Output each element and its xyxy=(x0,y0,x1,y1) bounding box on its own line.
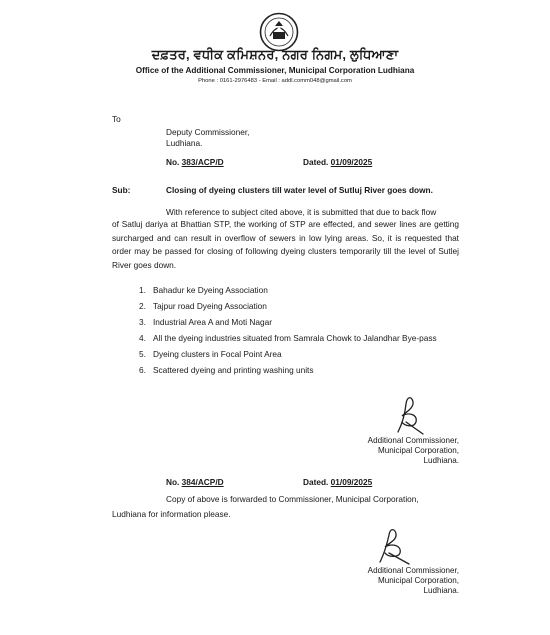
list-item: 5. Dyeing clusters in Focal Point Area xyxy=(139,349,282,359)
list-item: 3. Industrial Area A and Moti Nagar xyxy=(139,317,272,327)
recipient-line: Ludhiana. xyxy=(166,138,203,148)
endorsement-date: Dated. 01/09/2025 xyxy=(303,477,373,487)
subject-label: Sub: xyxy=(112,185,131,195)
signature-mark xyxy=(374,524,412,566)
endorsement-signatory-block xyxy=(368,566,459,597)
body-first-line: With reference to subject cited above, it is submitted that due to back flow xyxy=(166,207,437,217)
list-item: 1. Bahadur ke Dyeing Association xyxy=(139,285,268,295)
reference-number: No. 383/ACP/D xyxy=(166,157,224,167)
signatory-line: Ludhiana. xyxy=(423,456,459,466)
subject-text: Closing of dyeing clusters till water level of Sutluj River goes down. xyxy=(166,185,433,195)
to-label: To xyxy=(112,114,121,124)
endorsement-body-line: Ludhiana for information please. xyxy=(112,509,231,519)
signature-mark xyxy=(392,392,426,436)
body-paragraph: of Satluj dariya at Bhattian STP, the working of STP are effected, and sewer lines are getting surcharged and can result in overflow of sewers in low lying areas. So, it is requested that order may be passed for closing of following dyeing clusters temporarily till the level of Sutlej River goes down. xyxy=(112,219,459,270)
signatory-line: Additional Commissioner, xyxy=(367,566,459,575)
endorsement-reference-number: No. 384/ACP/D xyxy=(166,477,224,487)
signatory-line: Municipal Corporation, xyxy=(378,446,459,456)
signatory-line: Municipal Corporation, xyxy=(378,576,459,586)
list-item: 4. All the dyeing industries situated from Samrala Chowk to Jalandhar Bye-pass xyxy=(139,333,437,343)
letterhead-title-punjabi: ਦਫ਼ਤਰ, ਵਧੀਕ ਕਮਿਸ਼ਨਰ, ਨਗਰ ਨਿਗਮ, ਲੁਧਿਆਣਾ xyxy=(151,47,399,62)
letterhead-contact: Phone : 0161-2976483 - Email : addl.comm048@gmail.com xyxy=(198,78,352,84)
recipient-line: Deputy Commissioner, xyxy=(166,127,250,137)
municipal-corporation-seal-icon xyxy=(259,12,299,52)
signatory-line: Ludhiana. xyxy=(423,586,459,596)
list-item: 2. Tajpur road Dyeing Association xyxy=(139,301,267,311)
signatory-line: Additional Commissioner, xyxy=(367,436,459,445)
endorsement-body-line: Copy of above is forwarded to Commissioner, Municipal Corporation, xyxy=(166,494,419,504)
list-item: 6. Scattered dyeing and printing washing units xyxy=(139,365,314,375)
signatory-block xyxy=(368,436,459,467)
letterhead-title-english: Office of the Additional Commissioner, Municipal Corporation Ludhiana xyxy=(135,66,415,75)
letter-date: Dated. 01/09/2025 xyxy=(303,157,373,167)
